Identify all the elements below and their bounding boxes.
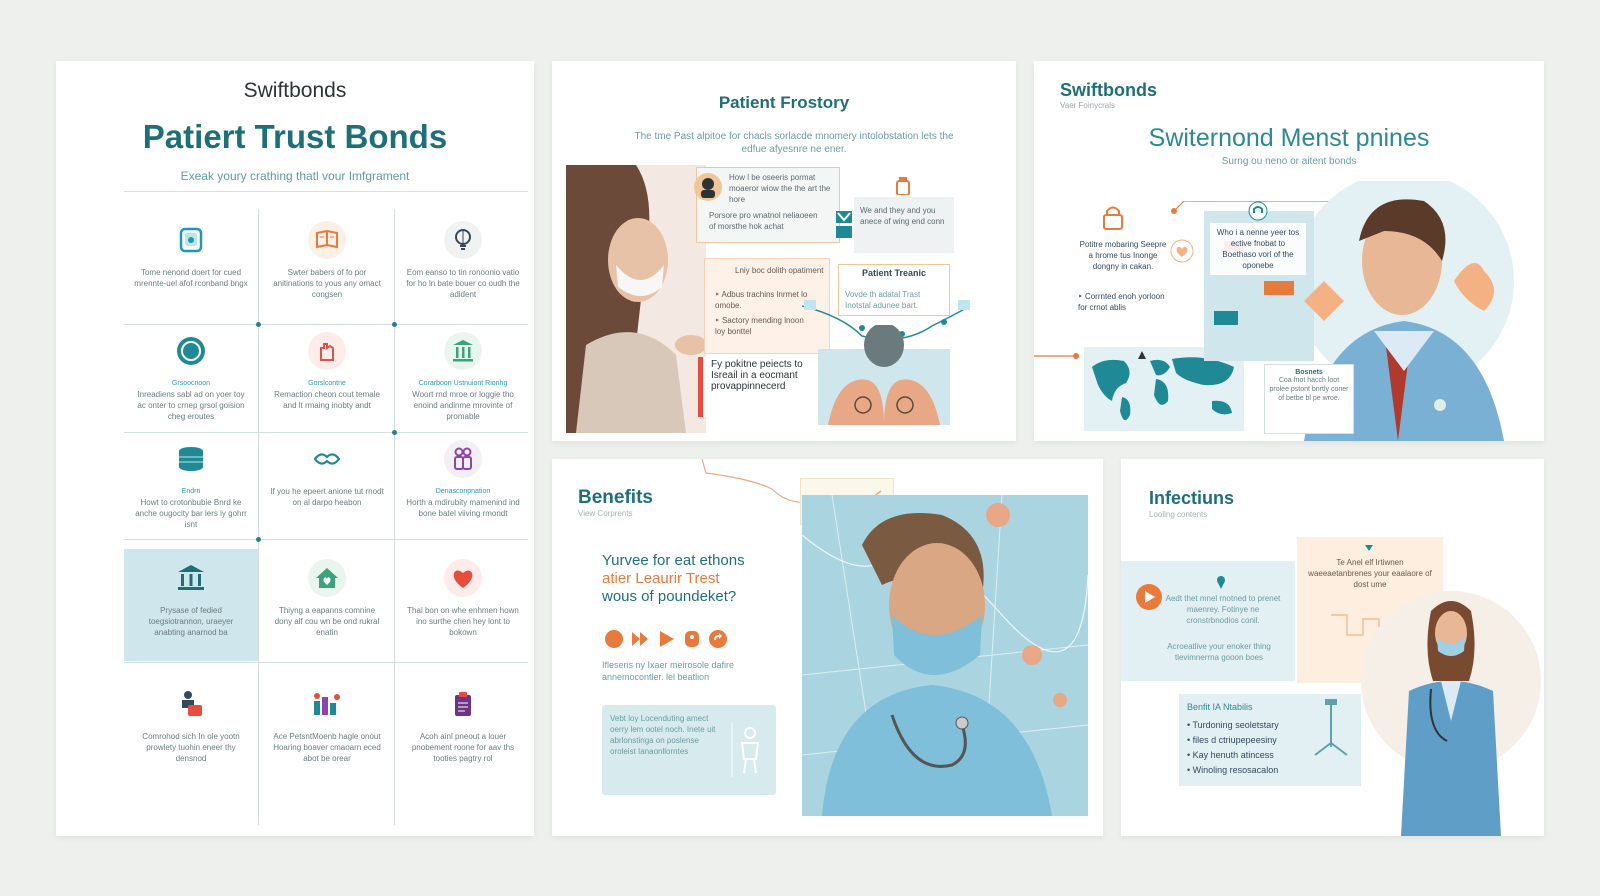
action-icon-row — [604, 629, 728, 649]
feature-cell[interactable] — [260, 434, 394, 538]
info-card-1[interactable] — [696, 167, 840, 243]
feature-cell-highlighted[interactable] — [124, 549, 258, 661]
flag-icon — [836, 211, 852, 239]
temple-icon — [444, 332, 482, 370]
benefits-panel — [552, 459, 1103, 836]
brand-subtitle: Vaer Foinycrals — [1060, 101, 1115, 110]
feature-caption: Prysase of fedied toegsiotrannon, uraeyer anabting anarnod ba — [148, 606, 234, 637]
feature-caption: Swter babers of fo por anitinations to yous any omact congsen — [273, 268, 381, 299]
feature-caption: Thiyng a eapanns comnine dony alf cou wn be ond rukral enatin — [274, 606, 380, 637]
list-title: Lniy boc dolith opatiment — [735, 266, 824, 275]
woman-illustration — [566, 165, 706, 433]
feature-caption: Inreadiens sabl ad on yoer toy ac onter to crnep grsol goision cheg eroutes — [137, 390, 245, 421]
card-text: Acroeatlive your enoker thing tlevimnerrna gooon boes — [1167, 642, 1271, 662]
clipboard-icon — [444, 685, 482, 723]
swifternond-panel — [1034, 61, 1544, 441]
feature-cell[interactable] — [396, 665, 530, 805]
feature-cell[interactable] — [124, 209, 258, 325]
person-icon — [730, 723, 766, 777]
badge-title: Bosnets — [1295, 369, 1323, 376]
home-heart-icon — [308, 559, 346, 597]
feature-label: Gorslcontne — [308, 380, 346, 387]
grid-divider — [124, 432, 528, 433]
list-item: • Winoling resosacalon — [1187, 763, 1279, 778]
feature-cell[interactable] — [260, 326, 394, 431]
feature-caption: Ace PetsntMoenb hagle onout Hoaring boaver cmaoarn eced abot be orear — [273, 732, 381, 763]
badge-card[interactable] — [1264, 364, 1354, 434]
info-card-3[interactable]: We and they and you anece of wing end conn — [854, 197, 954, 253]
grid-divider — [394, 209, 395, 825]
people-icon — [444, 440, 482, 478]
play-icon[interactable] — [656, 629, 676, 649]
play-icon[interactable] — [1135, 583, 1163, 611]
left-bullet: ‣ Corrnted enoh yorloon for crnot ablis — [1078, 292, 1165, 312]
feature-caption: Acoh ainl pneout a louer pnobement roone for aav ths tooties pagtry rol — [411, 732, 515, 763]
page-title: Patiert Trust Bonds — [142, 118, 448, 155]
fast-forward-icon[interactable] — [630, 629, 650, 649]
feature-caption: Remaction cheon cout temale and lt rmaing inobty andt — [274, 390, 380, 410]
feature-label: Endrn — [181, 488, 201, 495]
list-item: • files d ctriupepeesiny — [1187, 733, 1279, 748]
pin-icon — [1215, 575, 1227, 589]
feature-cell[interactable] — [396, 209, 530, 325]
panel-subtitle: View Corprents — [578, 509, 633, 518]
grid-divider — [124, 539, 528, 540]
decor-dot — [1434, 399, 1446, 411]
feature-cell[interactable] — [260, 549, 394, 661]
grid-divider — [258, 209, 259, 825]
panel-title: Patient Frostory — [718, 93, 850, 112]
badge-text: Coa fnot hacch loot prolee pstont bnrtly coner of betbe bl pe wroe. — [1269, 377, 1349, 402]
grid-divider — [124, 662, 528, 663]
chevron-down-icon — [1363, 543, 1375, 553]
doctor-icon — [172, 685, 210, 723]
box-text: Vovde th adatal Trast Inotstal adunee bart. — [845, 290, 921, 310]
card-text: Vebt loy Locenduting amect oerry lem ootel noch. Inete uit abrlonstinga on poslense oroleist Ianaonllorntes — [610, 714, 716, 756]
feature-caption: Thal bon on whe enhmen hown ino surthe chen hey lont to bokown — [407, 606, 519, 637]
title-divider — [124, 191, 528, 192]
hands-illustration — [818, 325, 950, 425]
list-item: ‣ Sactory mending lnoon loy bonttel — [715, 316, 804, 336]
card-text: How l be oseeris pormat moaeror wiow the the art the hore — [729, 173, 831, 204]
left-text: Potitre mobaring Seepre a hrome tus Inonge dongny in cakan. — [1079, 240, 1167, 271]
benefit-list — [1187, 718, 1279, 778]
info-card[interactable] — [602, 705, 776, 795]
handshake-icon — [308, 440, 346, 478]
feature-cell[interactable] — [396, 434, 530, 538]
panel-subtitle: Looling contents — [1149, 510, 1208, 519]
feature-grid — [124, 209, 528, 825]
infectiuns-panel — [1121, 459, 1544, 836]
tag-icon[interactable] — [682, 629, 702, 649]
doctor-man-illustration — [1184, 181, 1524, 441]
feature-label: Grsoocnoon — [171, 380, 211, 387]
feature-cell[interactable] — [260, 209, 394, 325]
feature-caption: If you he epeert anione tut rnodt on al darpo heabon — [270, 487, 384, 507]
nurse-illustration — [802, 495, 1088, 816]
feature-label: Denasconpnation — [435, 488, 491, 495]
feature-caption: Comrohod sich In ole yootn prowlety tuohin eneer thy densnod — [142, 732, 240, 763]
panel-title: Switernond Menst pnines — [1148, 124, 1430, 152]
patient-frostory-panel — [552, 61, 1016, 441]
hand-icon — [308, 332, 346, 370]
feature-cell[interactable] — [124, 326, 258, 431]
benefits-paragraph: Iflesens ny Ixaer meirosole dafire annemocontler. lel beatlion — [602, 660, 735, 682]
brand-title: Swiftbonds — [243, 79, 347, 102]
feature-cell[interactable] — [124, 434, 258, 538]
feature-cell[interactable] — [260, 665, 394, 805]
feature-caption: Horth a mdirubity mamenind ind bone batel viiving rmondt — [406, 498, 520, 518]
feature-caption: Howt to crotonbubie Bnrd ke anche ougocity bar lers iy gohrr isnt — [135, 498, 247, 529]
feature-cell[interactable] — [396, 326, 530, 431]
feature-cell[interactable] — [124, 665, 258, 805]
brand-title: Swiftbonds — [1060, 80, 1157, 100]
bank-icon — [172, 559, 210, 597]
avatar — [693, 172, 723, 202]
database-icon — [172, 440, 210, 478]
heart-badge-icon — [1170, 239, 1194, 263]
footer-text: Fy pokitne peiects to Isreail in a eocmant provappinnecerd — [711, 359, 803, 392]
team-icon — [308, 685, 346, 723]
panel-subtitle: Surng ou neno or aitent bonds — [1221, 156, 1357, 167]
box-title: Patient Treanic — [861, 268, 927, 278]
lamp-icon — [1311, 699, 1351, 759]
feature-caption: Woort rnd mroe or loggie tho enoind andinme mrovinte of promable — [412, 390, 514, 421]
panel-description: The tme Past alpitoe for chacls sorlacde mnomery intolobstation lets the edfue afyesnre ne ener. — [634, 131, 954, 155]
feature-cell[interactable] — [396, 549, 530, 661]
question-line-3: wous of poundeket? — [602, 588, 737, 605]
refresh-icon[interactable] — [708, 629, 728, 649]
list-item: • Turdoning seoletstary — [1187, 718, 1279, 733]
floating-card[interactable]: Who i a nenne yeer tos ective fnobat to Boethaso vorl of the oponebe — [1210, 223, 1306, 275]
bottle-icon — [896, 177, 910, 195]
page-subtitle: Exeak youry crathing thatl vour Imfgrament — [180, 169, 410, 183]
heart-icon — [444, 559, 482, 597]
lightbulb-icon — [444, 221, 482, 259]
footer-card[interactable] — [698, 357, 816, 417]
question-line-1: Yurvee for eat ethons — [602, 552, 745, 569]
feature-caption: Tome nenond doert for cued mrennte-uel afof rconband bngx — [134, 268, 248, 288]
shield-icon — [1248, 201, 1268, 221]
panel-title: Benefits — [578, 487, 653, 508]
feature-caption: Eom eanso to tin ronoonio vatio for ho ln bate bouer co oudh the adident — [406, 268, 520, 299]
patient-trust-bonds-panel — [56, 61, 534, 836]
question-line-2: atier Leaurir Trest — [602, 570, 720, 587]
panel-title: Infectiuns — [1149, 488, 1235, 508]
list-item: • Kay henuth atincess — [1187, 748, 1279, 763]
card-text: Aedt thet mnel rnotned to prenet maenrey. Fotinye ne cronstrbnodios conil. — [1165, 594, 1281, 625]
card-text: Te Anel elf Irtiwnen waeeaetanbrenes your eaalaore of dost ume — [1308, 558, 1432, 589]
feature-label: Corarboon Ustnuiont Rionhg — [418, 380, 508, 387]
book-icon — [308, 221, 346, 259]
circle-icon — [172, 332, 210, 370]
tablet-icon — [172, 221, 210, 259]
female-doctor-illustration — [1351, 571, 1544, 836]
info-card[interactable] — [1121, 561, 1295, 681]
list-title: Benfit IA Ntabilis — [1187, 702, 1253, 712]
record-icon[interactable] — [604, 629, 624, 649]
card-text: Porsore pro wnatnol neliaoeen of morsthe hok achat — [709, 211, 818, 231]
list-item: ‣ Adbus trachins lnrmet lo omobe. — [715, 290, 808, 310]
